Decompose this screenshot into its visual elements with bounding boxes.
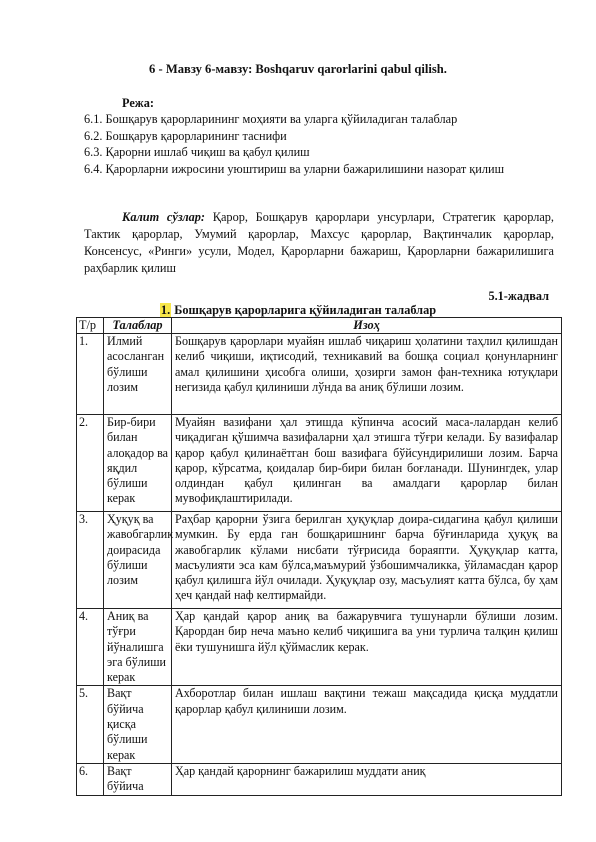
row-number: 2. (77, 415, 104, 512)
plan-list (84, 111, 554, 177)
requirements-table (76, 317, 562, 796)
table-row (77, 415, 562, 512)
keywords-text: Қарор, Бошқарув қарорлари унсурлари, Стратегик қарорлар, Тактик қарорлар, Умумий қарорлар, Махсус қарорлар, Вақтинчалик қарорлар, Консенсус, «Ринги» усули, Модел, Қарорларни бажариш, Қарорларни бажарилишига раҳбарлик қилиш (84, 210, 555, 275)
table-title-text: Бошқарув қарорларига қўйиладиган талаблар (171, 303, 437, 317)
row-explanation: Бошқарув қарорлари муайян ишлаб чиқариш ҳолатини таҳлил қилишдан келиб чиқиши, иқтисодий, техникавий ва бошқа социал қонунларнинг амал қилишини ҳисобга олиши, ҳозирги замон фан-техника ютуқлари негизида қабул қилиниши лўнда ва аниқ бўлиши лозим. (172, 334, 562, 415)
keywords-paragraph (84, 209, 554, 277)
row-number: 6. (77, 763, 104, 795)
row-explanation: Ахборотлар билан ишлаш вақтини тежаш мақсадида қисқа муддатли қарорлар қабул қилиниши лозим. (172, 686, 562, 763)
row-number: 4. (77, 609, 104, 686)
row-requirement: Аниқ ва тўғри йўналишга эга бўлиши керак (104, 609, 172, 686)
row-number: 5. (77, 686, 104, 763)
plan-label-text: Режа (122, 96, 150, 110)
table-number: 5.1-жадвал (488, 289, 549, 303)
table-row (77, 609, 562, 686)
plan-item: 6.2. Бошқарув қарорларининг таснифи (84, 128, 287, 143)
header-explanation: Изоҳ (172, 318, 562, 334)
row-number: 1. (77, 334, 104, 415)
row-explanation: Ҳар қандай қарорнинг бажарилиш муддати аниқ (172, 763, 562, 795)
plan-item: 6.3. Қарорни ишлаб чиқиш ва қабул қилиш (84, 145, 310, 159)
row-requirement: Вақт бўйича (104, 763, 172, 795)
header-num: Т/р (77, 318, 104, 334)
table-row (77, 763, 562, 795)
table-title (0, 302, 596, 318)
keywords-label: Калит сўзлар: (122, 210, 206, 224)
row-requirement: Илмий асосланган бўлиши лозим (104, 334, 172, 415)
table-row (77, 686, 562, 763)
row-number: 3. (77, 512, 104, 609)
plan-label: Режа: (122, 96, 154, 110)
row-explanation: Ҳар қандай қарор аниқ ва бажарувчига тушунарли бўлиши лозим. Қарордан бир неча маъно келиб чиқишига ва уни турлича талқин қилиш ёки тушунишга йўл қўймаслик керак. (172, 609, 562, 686)
table-row (77, 512, 562, 609)
row-explanation: Муайян вазифани ҳал этишда кўпинча асосий маса-лалардан келиб чиқадиган қўшимча вазифаларни ҳал этишга тўғри келади. Бу вазифалар қарор қабул қилинаётган бош вазифага бўйсундирилиши лозим. Барча қарор, кўрсатма, қоидалар бир-бири билан боғланади. Шунингдек, улар олдиндан қабул қилинган ва амалдаги қарорлар билан мувофиқлаштирилади. (172, 415, 562, 512)
header-requirements: Талаблар (104, 318, 172, 334)
plan-item: 6.1. Бошқарув қарорларининг моҳияти ва уларга қўйиладиган талаблар (84, 112, 458, 126)
row-explanation: Раҳбар қарорни ўзига берилган ҳуқуқлар доира-сидагина қабул қилиши мумкин. Бу ерда ган бошқаришнинг барча бўғинларида ҳуқуқ ва жавобгарлик кўлами нисбати тўғрисида бораяпти. Ҳуқуқлар катта, масъулияти эса кам бўлса,маъмурий ўзбошимчаликка, ўйламасдан қарор қабул қилишга йўл очилади. Ҳуқуқлар озу, масъулият катта бўлса, бу ҳам ҳеч қандай наф келтирмайди. (172, 512, 562, 609)
table-row (77, 334, 562, 415)
row-requirement: Ҳуқуқ ва жавобгарлик доирасида бўлиши лозим (104, 512, 172, 609)
table-header-row (77, 318, 562, 334)
table-title-number: 1. (160, 303, 171, 317)
row-requirement: Бир-бири билан алоқадор ва яқдил бўлиши керак (104, 415, 172, 512)
page-heading: 6 - Мавзу 6-мавзу: Boshqaruv qarorlarini qabul qilish. (149, 62, 447, 76)
plan-item: 6.4. Қарорларни ижросини уюштириш ва уларни бажарилишини назорат қилиш (84, 161, 505, 176)
row-requirement: Вақт бўйича қисқа бўлиши керак (104, 686, 172, 763)
